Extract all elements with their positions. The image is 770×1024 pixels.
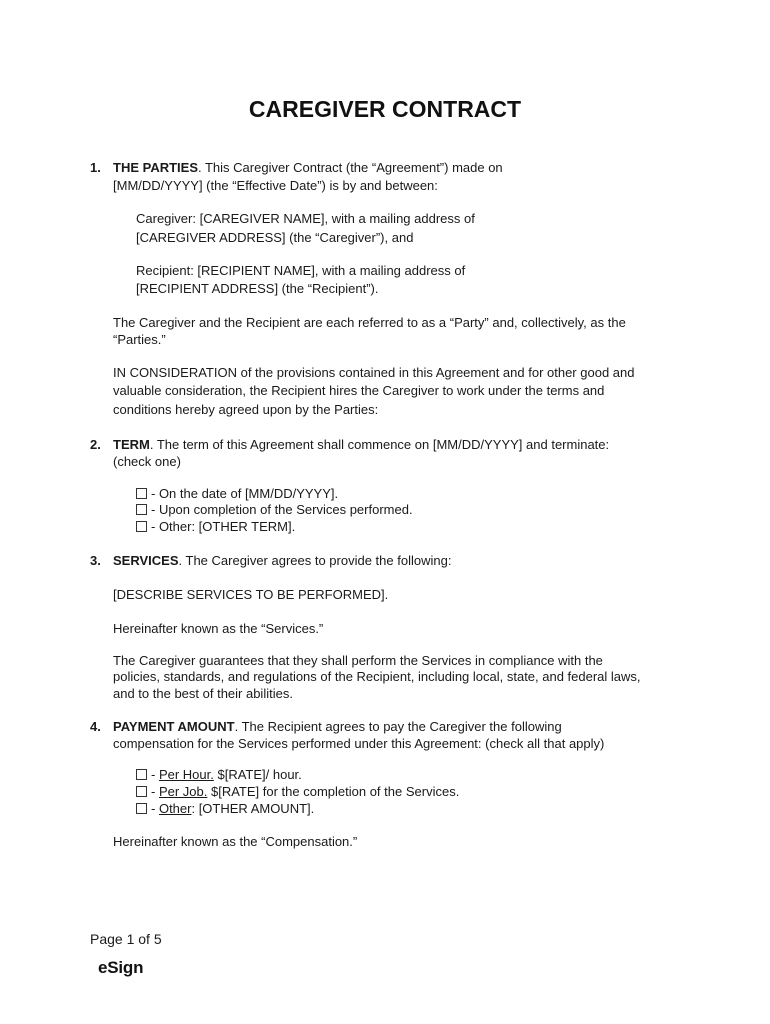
recipient-line-2: [RECIPIENT ADDRESS] (the “Recipient”). bbox=[136, 281, 379, 296]
section-4-heading: PAYMENT AMOUNT bbox=[113, 719, 235, 734]
section-1-number: 1. bbox=[90, 160, 101, 175]
term-option-1[interactable] bbox=[136, 485, 338, 502]
section-1-text: . This Caregiver Contract (the “Agreement”) made on bbox=[198, 160, 503, 175]
checkbox-icon[interactable] bbox=[136, 521, 147, 532]
section-4-intro bbox=[113, 718, 562, 735]
term-option-2[interactable] bbox=[136, 501, 413, 518]
payment-option-3-label: Other bbox=[158, 801, 192, 816]
section-3-text: . The Caregiver agrees to provide the following: bbox=[178, 553, 452, 568]
section-1-intro bbox=[113, 159, 503, 176]
term-option-1-label: - On the date of [MM/DD/YYYY]. bbox=[151, 486, 339, 501]
caregiver-line-1: Caregiver: [CAREGIVER NAME], with a mailing address of bbox=[136, 211, 475, 226]
checkbox-icon[interactable] bbox=[136, 504, 147, 515]
payment-option-2-text: $[RATE] for the completion of the Services. bbox=[207, 784, 460, 799]
payment-option-1-label: Per Hour. bbox=[158, 767, 214, 782]
section-4-line2: compensation for the Services performed under this Agreement: (check all that apply) bbox=[113, 736, 605, 751]
document-title: CAREGIVER CONTRACT bbox=[248, 96, 522, 122]
section-1-heading: THE PARTIES bbox=[113, 160, 198, 175]
section-2-line2: (check one) bbox=[113, 454, 181, 469]
consideration-line-2: valuable consideration, the Recipient hires the Caregiver to work under the terms and bbox=[113, 383, 605, 398]
esign-logo: eSign bbox=[98, 958, 144, 977]
checkbox-icon[interactable] bbox=[136, 488, 147, 499]
services-description: [DESCRIBE SERVICES TO BE PERFORMED]. bbox=[113, 587, 389, 602]
payment-option-1[interactable]: - Per Hour. $[RATE]/ hour. bbox=[136, 766, 302, 783]
payment-option-3[interactable]: - Other: [OTHER AMOUNT]. bbox=[136, 800, 314, 817]
payment-option-2[interactable]: - Per Job. $[RATE] for the completion of the Services. bbox=[136, 783, 459, 800]
consideration-line-3: conditions hereby agreed upon by the Parties: bbox=[113, 402, 379, 417]
caregiver-line-2: [CAREGIVER ADDRESS] (the “Caregiver”), and bbox=[136, 230, 414, 245]
section-2-text: . The term of this Agreement shall commence on [MM/DD/YYYY] and terminate: bbox=[149, 437, 610, 452]
services-known-as: Hereinafter known as the “Services.” bbox=[113, 621, 324, 636]
section-2-intro bbox=[113, 436, 609, 453]
section-3-number: 3. bbox=[90, 553, 101, 568]
checkbox-icon[interactable] bbox=[136, 786, 147, 797]
section-3-heading: SERVICES bbox=[113, 553, 179, 568]
term-option-3-label: - Other: [OTHER TERM]. bbox=[151, 519, 296, 534]
guarantee-line-3: and to the best of their abilities. bbox=[113, 686, 293, 701]
compensation-known-as: Hereinafter known as the “Compensation.” bbox=[113, 834, 358, 849]
page-number: Page 1 of 5 bbox=[90, 931, 162, 947]
payment-option-3-text: : [OTHER AMOUNT]. bbox=[191, 801, 315, 816]
parties-line-1: The Caregiver and the Recipient are each referred to as a “Party” and, collectively, as the bbox=[113, 315, 626, 330]
recipient-line-1: Recipient: [RECIPIENT NAME], with a mailing address of bbox=[136, 263, 466, 278]
payment-option-2-label: Per Job. bbox=[158, 784, 208, 799]
checkbox-icon[interactable] bbox=[136, 769, 147, 780]
section-3-intro bbox=[113, 552, 451, 569]
section-2-number: 2. bbox=[90, 437, 101, 452]
section-1-line2: [MM/DD/YYYY] (the “Effective Date”) is by and between: bbox=[113, 178, 438, 193]
guarantee-line-1: The Caregiver guarantees that they shall perform the Services in compliance with the bbox=[113, 653, 603, 668]
section-4-text: . The Recipient agrees to pay the Caregiver the following bbox=[234, 719, 562, 734]
payment-option-1-text: $[RATE]/ hour. bbox=[213, 767, 302, 782]
consideration-line-1: IN CONSIDERATION of the provisions contained in this Agreement and for other good and bbox=[113, 365, 635, 380]
section-4-number: 4. bbox=[90, 719, 101, 734]
checkbox-icon[interactable] bbox=[136, 803, 147, 814]
term-option-2-label: - Upon completion of the Services performed. bbox=[151, 502, 413, 517]
guarantee-line-2: policies, standards, and regulations of the Recipient, including local, state, and federal laws, bbox=[113, 669, 641, 684]
parties-line-2: “Parties.” bbox=[113, 332, 166, 347]
section-2-heading: TERM bbox=[113, 437, 150, 452]
term-option-3[interactable] bbox=[136, 518, 295, 535]
